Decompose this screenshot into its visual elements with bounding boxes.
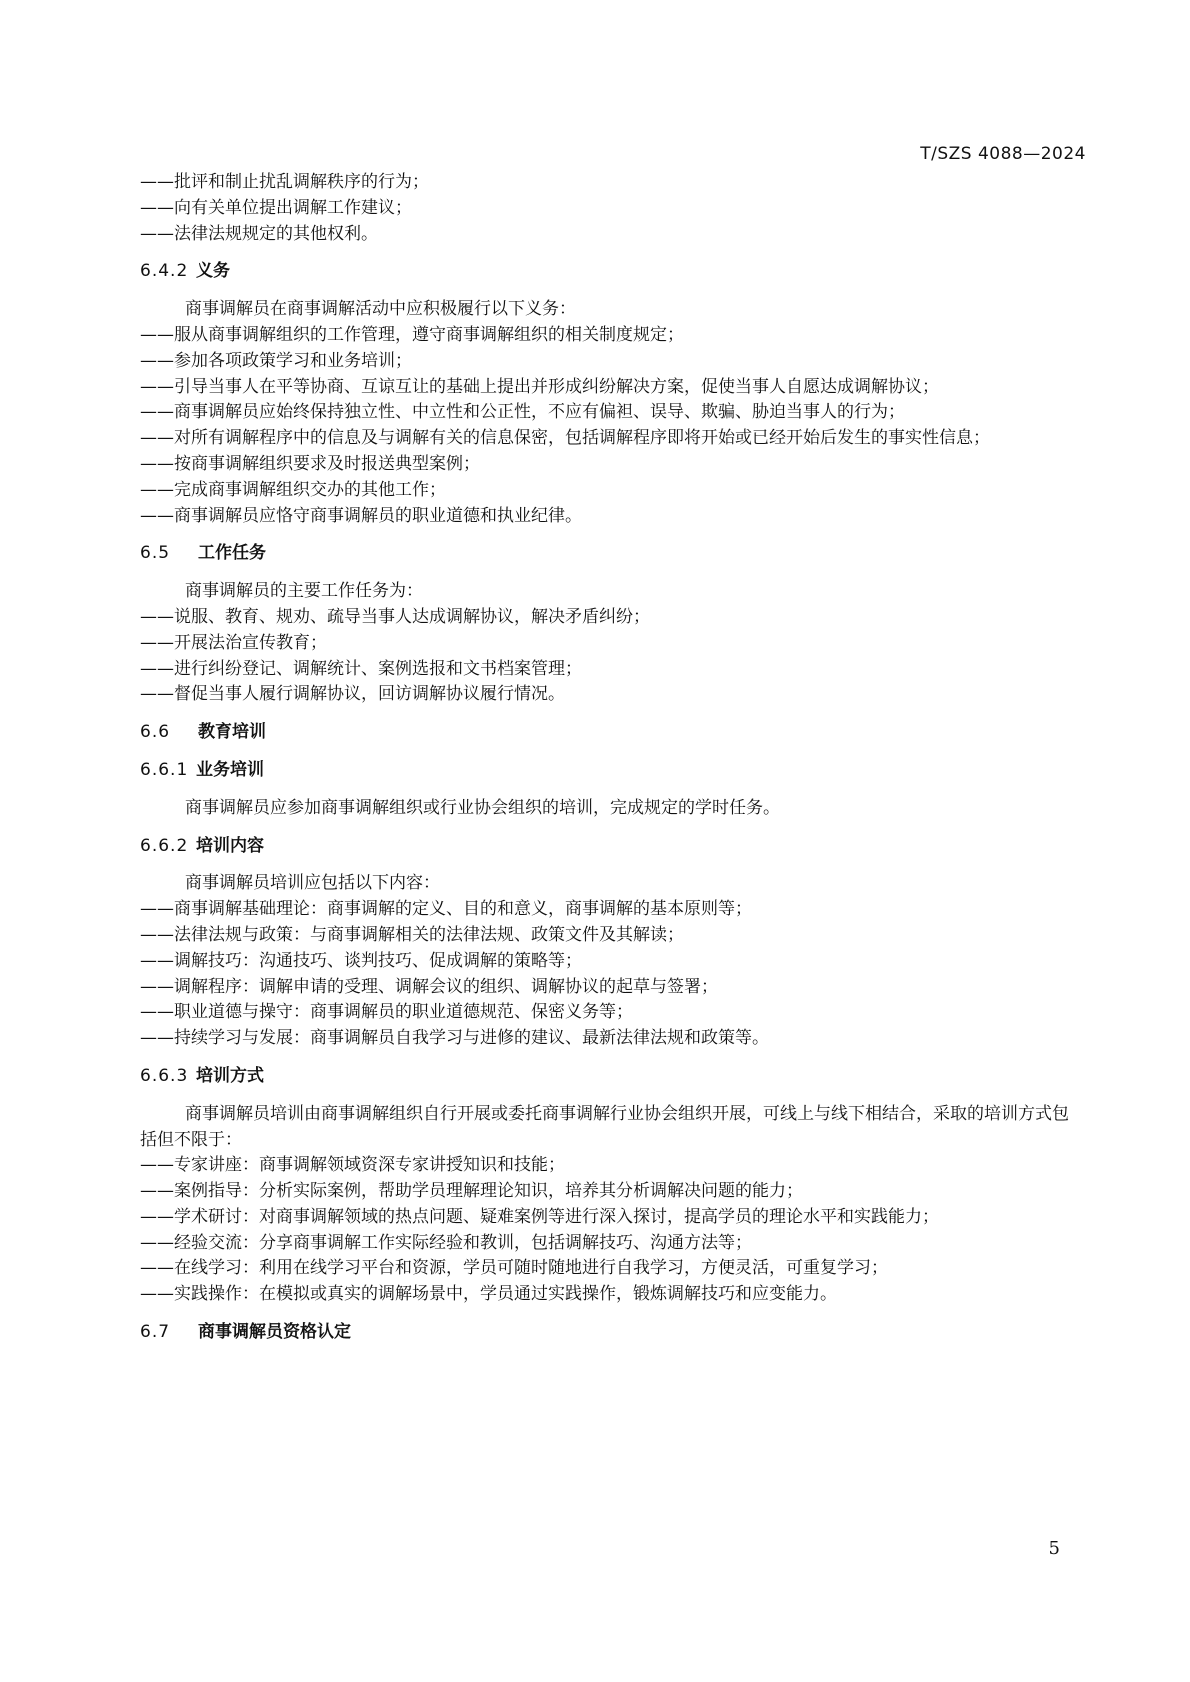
list-item: ——批评和制止扰乱调解秩序的行为； [140,172,429,192]
list-item: ——督促当事人履行调解协议，回访调解协议履行情况。 [140,684,565,705]
list-item: ——持续学习与发展：商事调解员自我学习与进修的建议、最新法律法规和政策等。 [140,1028,769,1049]
list-item: ——法律法规与政策：与商事调解相关的法律法规、政策文件及其解读； [140,924,684,945]
section-heading-6-4-2 [140,259,1080,285]
section-number: 6.6.2 [140,835,189,856]
list-item: ——进行纠纷登记、调解统计、案例选报和文书档案管理； [140,658,582,679]
section-title: 培训内容 [196,835,264,856]
list-item: ——经验交流：分享商事调解工作实际经验和教训，包括调解技巧、沟通方法等； [140,1232,752,1253]
list-item: ——专家讲座：商事调解领域资深专家讲授知识和技能； [140,1155,565,1176]
section-heading-6-6-3 [140,1064,1080,1090]
list-item: ——法律法规规定的其他权利。 [140,223,378,244]
section-intro: 商事调解员在商事调解活动中应积极履行以下义务： [185,299,576,320]
section-number: 6.7 [140,1322,171,1343]
section-number: 6.6.1 [140,759,189,780]
list-item: ——服从商事调解组织的工作管理，遵守商事调解组织的相关制度规定； [140,324,684,345]
section-intro: 商事调解员培训应包括以下内容： [185,873,440,894]
list-item: ——实践操作：在模拟或真实的调解场景中，学员通过实践操作，锻炼调解技巧和应变能力。 [140,1284,837,1305]
list-item: ——调解技巧：沟通技巧、谈判技巧、促成调解的策略等； [140,950,582,971]
section-heading-6-6-1 [140,758,1080,784]
section-title: 商事调解员资格认定 [198,1322,351,1343]
section-heading-6-6 [140,720,1080,746]
section-title: 培训方式 [196,1065,264,1086]
section-number: 6.5 [140,543,171,564]
section-title: 业务培训 [196,759,264,780]
list-item: ——开展法治宣传教育； [140,632,327,653]
section-number: 6.6.3 [140,1065,189,1086]
section-title: 教育培训 [198,722,266,743]
section-heading-6-5 [140,541,1080,567]
section-number: 6.6 [140,722,171,743]
list-item: ——引导当事人在平等协商、互谅互让的基础上提出并形成纠纷解决方案，促使当事人自愿达成调解协议； [140,376,939,397]
list-item: ——向有关单位提出调解工作建议； [140,197,412,218]
section-intro: 商事调解员的主要工作任务为： [185,581,423,602]
section-title: 义务 [196,261,230,282]
list-item: ——按商事调解组织要求及时报送典型案例； [140,453,480,474]
list-item: ——学术研讨：对商事调解领域的热点问题、疑难案例等进行深入探讨，提高学员的理论水平和实践能力； [140,1206,939,1227]
list-item: ——说服、教育、规劝、疏导当事人达成调解协议，解决矛盾纠纷； [140,606,650,627]
section-number: 6.4.2 [140,261,189,282]
list-item: ——参加各项政策学习和业务培训； [140,350,412,371]
section-heading-6-6-2 [140,834,1080,860]
document-code: T/SZS 4088—2024 [920,144,1086,164]
page-content [140,170,1080,1358]
list-item: ——对所有调解程序中的信息及与调解有关的信息保密，包括调解程序即将开始或已经开始后发生的事实性信息； [140,428,990,449]
section-paragraph: 商事调解员培训由商事调解组织自行开展或委托商事调解行业协会组织开展，可线上与线下相结合，采取的培训方式包括但不限于： [140,1103,1069,1150]
list-item: ——完成商事调解组织交办的其他工作； [140,479,446,500]
section-heading-6-7 [140,1320,1080,1346]
page-number: 5 [1048,1538,1060,1559]
list-item: ——在线学习：利用在线学习平台和资源，学员可随时随地进行自我学习，方便灵活，可重复学习； [140,1258,888,1279]
section-paragraph: 商事调解员应参加商事调解组织或行业协会组织的培训，完成规定的学时任务。 [185,797,780,818]
list-item: ——商事调解员应恪守商事调解员的职业道德和执业纪律。 [140,505,582,526]
list-item: ——商事调解基础理论：商事调解的定义、目的和意义，商事调解的基本原则等； [140,899,752,920]
list-item: ——调解程序：调解申请的受理、调解会议的组织、调解协议的起草与签署； [140,976,718,997]
list-item: ——职业道德与操守：商事调解员的职业道德规范、保密义务等； [140,1002,633,1023]
list-item: ——案例指导：分析实际案例，帮助学员理解理论知识，培养其分析调解决问题的能力； [140,1181,803,1202]
list-item: ——商事调解员应始终保持独立性、中立性和公正性，不应有偏袒、误导、欺骗、胁迫当事人的行为； [140,402,905,423]
section-title: 工作任务 [198,543,266,564]
